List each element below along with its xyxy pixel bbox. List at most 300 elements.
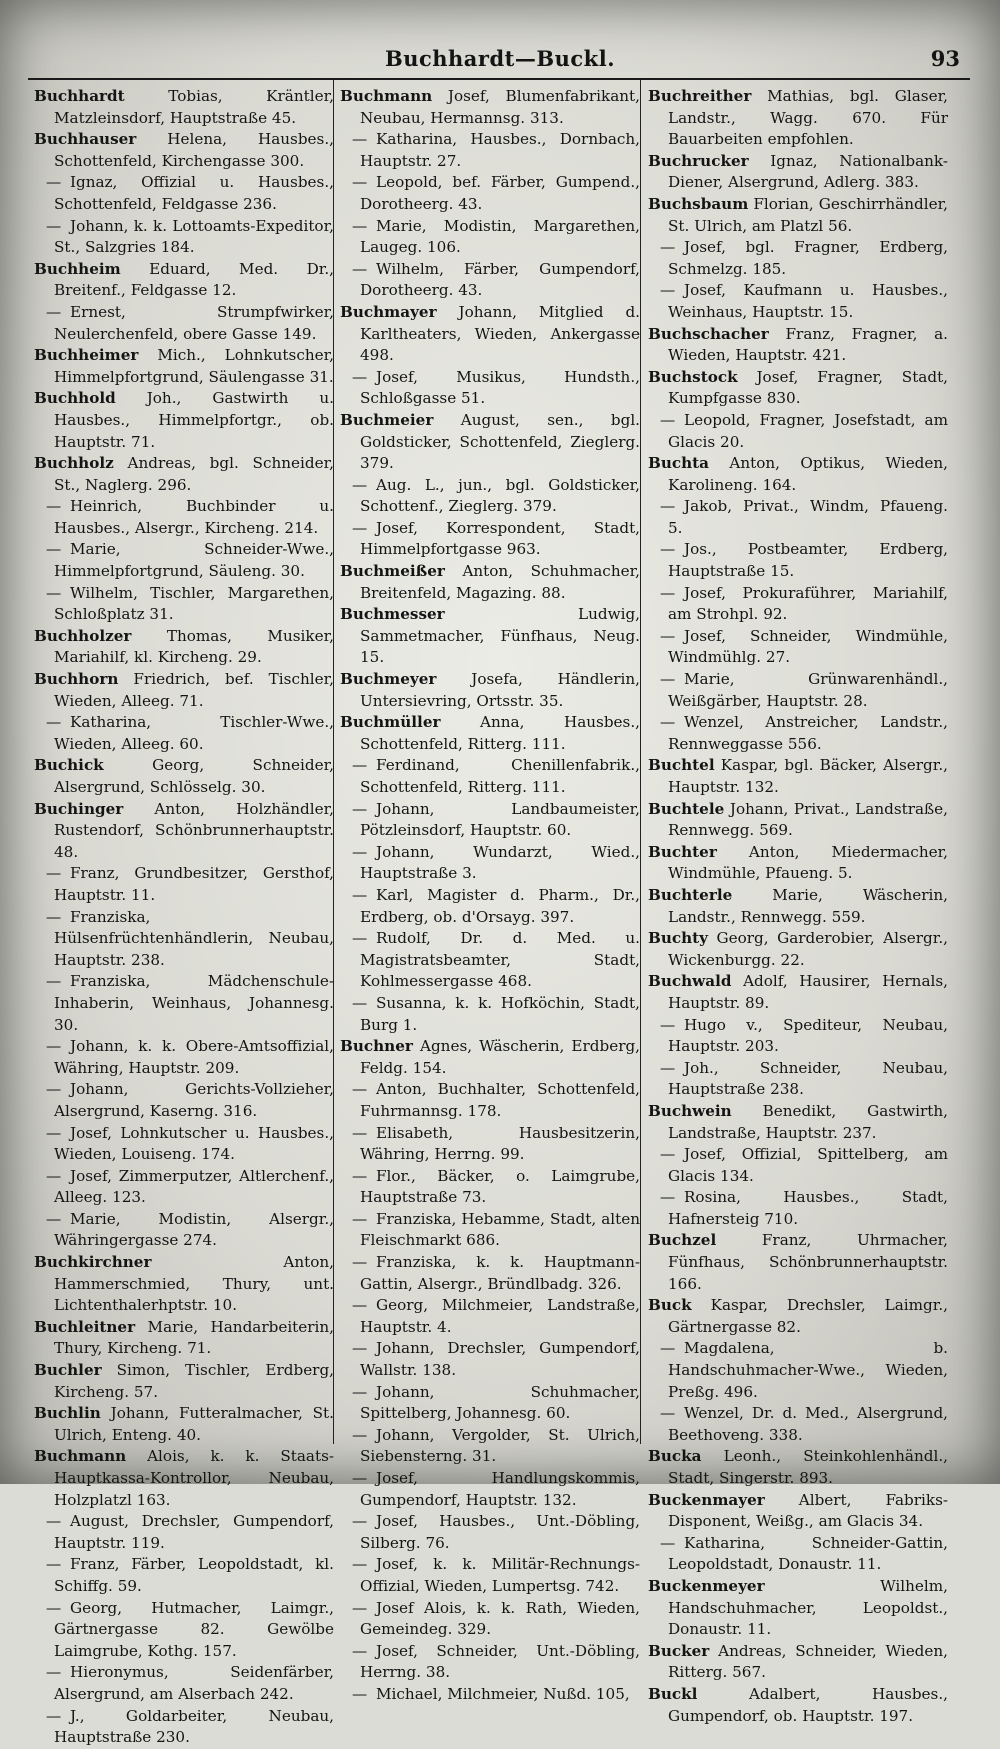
directory-entry <box>34 971 334 1036</box>
column-1 <box>34 86 334 1749</box>
ditto-dash: — <box>46 1037 62 1056</box>
entry-details: Heinrich, Buchbinder u. Hausbes., Alsergr., Kircheng. 214. <box>54 497 334 537</box>
entry-surname: Buchmesser <box>340 605 445 624</box>
entry-surname: Buchmeyer <box>340 670 437 689</box>
directory-entry <box>648 842 948 885</box>
directory-entry <box>340 993 640 1036</box>
directory-entry <box>34 1554 334 1597</box>
ditto-dash: — <box>46 1706 62 1725</box>
directory-entry <box>340 1338 640 1381</box>
column-divider-2 <box>640 80 641 1444</box>
entry-details: Johann, k. k. Obere-Amtsoffizial, Währing, Hauptstr. 209. <box>54 1037 334 1077</box>
directory-entry <box>648 1641 948 1684</box>
ditto-dash: — <box>46 713 62 732</box>
ditto-dash: — <box>660 1404 676 1423</box>
ditto-dash: — <box>660 626 676 645</box>
directory-entry <box>648 280 948 323</box>
directory-entry <box>340 799 640 842</box>
entry-details: Agnes, Wäscherin, Erdberg, Feldg. 154. <box>360 1037 641 1077</box>
directory-entry <box>340 669 640 712</box>
directory-entry <box>34 1706 334 1749</box>
entry-surname: Buchzel <box>648 1231 717 1250</box>
entry-surname: Bucka <box>648 1447 702 1466</box>
entry-details: Michael, Milchmeier, Nußd. 105, <box>376 1684 630 1703</box>
entry-details: Kaspar, Drechsler, Laimgr., Gärtnergasse 82. <box>668 1296 948 1336</box>
ditto-dash: — <box>352 1209 368 1228</box>
entry-details: Wenzel, Anstreicher, Landstr., Rennweggasse 556. <box>668 713 948 753</box>
entry-details: Johann, Vergolder, St. Ulrich, Siebensterng. 31. <box>360 1425 640 1466</box>
entry-details: Franziska, Hebamme, Stadt, alten Fleischmarkt 686. <box>360 1209 640 1250</box>
entry-details: Adolf, Hausirer, Hernals, Hauptstr. 89. <box>668 972 949 1012</box>
directory-entry <box>34 1360 334 1403</box>
directory-entry <box>648 1446 948 1489</box>
directory-entry <box>34 1166 334 1209</box>
ditto-dash: — <box>352 367 368 386</box>
directory-entry <box>340 1209 640 1252</box>
directory-entry <box>34 799 334 864</box>
directory-entry <box>648 1058 948 1101</box>
directory-entry <box>340 604 640 669</box>
entry-details: Simon, Tischler, Erdberg, Kircheng. 57. <box>54 1361 334 1401</box>
entry-surname: Buchick <box>34 756 104 775</box>
entry-details: Florian, Geschirrhändler, St. Ulrich, am Platzl 56. <box>668 194 948 235</box>
ditto-dash: — <box>660 713 676 732</box>
directory-entry <box>340 259 640 302</box>
directory-entry <box>340 86 640 129</box>
entry-details: Marie, Modistin, Margarethen, Laugeg. 106. <box>360 216 640 257</box>
ditto-dash: — <box>352 130 368 149</box>
directory-entry <box>648 1144 948 1187</box>
directory-entry <box>34 345 334 388</box>
entry-details: Johann, k. k. Lottoamts-Expeditor, St., Salzgries 184. <box>54 216 334 257</box>
ditto-dash: — <box>352 1080 368 1099</box>
entry-surname: Buchheim <box>34 259 121 278</box>
entry-details: Adalbert, Hausbes., Gumpendorf, ob. Hauptstr. 197. <box>668 1684 948 1725</box>
ditto-dash: — <box>46 972 62 991</box>
ditto-dash: — <box>46 1209 62 1228</box>
directory-entry <box>34 712 334 755</box>
entry-details: Anton, Holzhändler, Rustendorf, Schönbrunnerhauptstr. 48. <box>54 799 334 861</box>
entry-details: Josef, Schneider, Unt.-Döbling, Herrng. 38. <box>360 1641 640 1682</box>
entry-details: Andreas, Schneider, Wieden, Ritterg. 567. <box>668 1641 948 1682</box>
ditto-dash: — <box>46 1166 62 1185</box>
entry-details: Anton, Schuhmacher, Breitenfeld, Magazing. 88. <box>360 562 641 602</box>
entry-details: Josef, k. k. Militär-Rechnungs-Offizial, Wieden, Lumpertsg. 742. <box>360 1555 640 1595</box>
entry-surname: Buchwald <box>648 972 732 991</box>
ditto-dash: — <box>660 583 676 602</box>
directory-entry <box>340 475 640 518</box>
directory-entry <box>648 669 948 712</box>
ditto-dash: — <box>46 1123 62 1142</box>
entry-details: Joh., Gastwirth u. Hausbes., Himmelpfortgr., ob. Hauptstr. 71. <box>54 389 334 451</box>
directory-entry <box>648 712 948 755</box>
directory-entry <box>340 1036 640 1079</box>
entry-surname: Buchmeier <box>340 410 434 429</box>
entry-details: Wilhelm, Färber, Gumpendorf, Dorotheerg. 43. <box>360 259 640 300</box>
entry-details: Marie, Wäscherin, Landstr., Rennwegg. 559. <box>668 885 948 926</box>
entry-surname: Buchmüller <box>340 713 441 732</box>
entry-details: Franz, Färber, Leopoldstadt, kl. Schiffg. 59. <box>54 1555 334 1595</box>
entry-details: Josef Alois, k. k. Rath, Wieden, Gemeindeg. 329. <box>360 1598 640 1639</box>
ditto-dash: — <box>660 670 676 689</box>
entry-surname: Buchheimer <box>34 346 139 365</box>
directory-entry <box>648 410 948 453</box>
entry-details: Jakob, Privat., Windm, Pfaueng. 5. <box>668 497 948 537</box>
directory-entry <box>648 367 948 410</box>
entry-details: Leonh., Steinkohlenhändl., Stadt, Singerstr. 893. <box>668 1447 948 1487</box>
directory-entry <box>34 755 334 798</box>
directory-entry <box>648 86 948 151</box>
ditto-dash: — <box>352 799 368 818</box>
entry-details: Thomas, Musiker, Mariahilf, kl. Kircheng. 29. <box>54 626 334 667</box>
entry-details: Josef, Musikus, Hundsth., Schloßgasse 51. <box>360 367 640 408</box>
directory-entry <box>340 1598 640 1641</box>
entry-details: August, sen., bgl. Goldsticker, Schottenfeld, Zieglerg. 379. <box>360 410 641 473</box>
entry-details: Alois, k. k. Staats-Hauptkassa-Kontrollor, Neubau, Holzplatzl 163. <box>54 1447 335 1509</box>
directory-entry <box>34 453 334 496</box>
directory-entry <box>648 496 948 539</box>
entry-details: Karl, Magister d. Pharm., Dr., Erdberg, ob. d'Orsayg. 397. <box>360 885 640 926</box>
column-3 <box>648 86 948 1727</box>
entry-details: Benedikt, Gastwirth, Landstraße, Hauptstr. 237. <box>668 1101 949 1142</box>
ditto-dash: — <box>46 583 62 602</box>
directory-entry <box>34 1209 334 1252</box>
entry-surname: Buckl <box>648 1684 698 1703</box>
ditto-dash: — <box>352 842 368 861</box>
directory-entry <box>34 86 334 129</box>
ditto-dash: — <box>352 885 368 904</box>
page-number: 93 <box>930 46 960 71</box>
entry-details: Rosina, Hausbes., Stadt, Hafnersteig 710. <box>668 1188 948 1228</box>
entry-details: Hugo v., Spediteur, Neubau, Hauptstr. 203. <box>668 1015 948 1056</box>
ditto-dash: — <box>352 1166 368 1185</box>
directory-entry <box>648 1403 948 1446</box>
entry-surname: Buchmann <box>34 1447 127 1466</box>
ditto-dash: — <box>660 1339 676 1358</box>
directory-entry <box>648 1490 948 1533</box>
ditto-dash: — <box>352 1382 368 1401</box>
entry-surname: Buchty <box>648 929 709 948</box>
entry-details: Anton, Hammerschmied, Thury, unt. Lichtenthalerhptstr. 10. <box>54 1253 334 1315</box>
ditto-dash: — <box>46 216 62 235</box>
entry-surname: Bucker <box>648 1641 710 1660</box>
entry-details: Elisabeth, Hausbesitzerin, Währing, Herrng. 99. <box>360 1123 640 1164</box>
entry-surname: Buchholz <box>34 454 114 473</box>
entry-details: Johann, Schuhmacher, Spittelberg, Johannesg. 60. <box>360 1382 640 1423</box>
entry-details: Jos., Postbeamter, Erdberg, Hauptstraße 15. <box>668 540 948 581</box>
entry-surname: Buchmann <box>340 87 433 105</box>
entry-details: Magdalena, b. Handschuhmacher-Wwe., Wieden, Preßg. 496. <box>668 1339 948 1401</box>
ditto-dash: — <box>352 929 368 948</box>
entry-details: Georg, Milchmeier, Landstraße, Hauptstr. 4. <box>360 1296 640 1336</box>
directory-entry <box>34 907 334 972</box>
entry-surname: Buchleitner <box>34 1317 136 1336</box>
directory-entry <box>648 799 948 842</box>
directory-entry <box>648 1230 948 1295</box>
entry-details: Josef, Handlungskommis, Gumpendorf, Hauptstr. 132. <box>360 1469 640 1509</box>
entry-details: Marie, Modistin, Alsergr., Währingergasse 274. <box>54 1209 334 1250</box>
ditto-dash: — <box>660 281 676 300</box>
ditto-dash: — <box>660 1533 676 1552</box>
directory-entry <box>34 539 334 582</box>
entry-details: Leopold, Fragner, Josefstadt, am Glacis 20. <box>668 410 948 451</box>
ditto-dash: — <box>660 1145 676 1164</box>
entry-details: Wilhelm, Tischler, Margarethen, Schloßplatz 31. <box>54 583 334 624</box>
ditto-dash: — <box>352 1469 368 1487</box>
entry-surname: Buchlin <box>34 1404 101 1423</box>
entry-surname: Buchler <box>34 1361 102 1380</box>
entry-surname: Buchwein <box>648 1101 732 1120</box>
entry-details: Georg, Schneider, Alsergrund, Schlösselg. 30. <box>54 756 334 796</box>
entry-surname: Buchhardt <box>34 87 125 105</box>
directory-entry <box>340 885 640 928</box>
column-2 <box>340 86 640 1706</box>
entry-details: Johann, Gerichts-Vollzieher, Alsergrund, Kaserng. 316. <box>54 1080 334 1120</box>
entry-surname: Buchhauser <box>34 130 137 149</box>
ditto-dash: — <box>352 518 368 537</box>
directory-entry <box>340 842 640 885</box>
ditto-dash: — <box>352 993 368 1012</box>
directory-entry <box>34 1403 334 1446</box>
entry-surname: Buchta <box>648 454 710 473</box>
entry-details: Josef, Prokuraführer, Mariahilf, am Strohpl. 92. <box>668 583 948 624</box>
directory-entry <box>648 151 948 194</box>
ditto-dash: — <box>660 238 676 257</box>
entry-surname: Buchtel <box>648 756 715 775</box>
ditto-dash: — <box>660 410 676 429</box>
directory-entry <box>648 1187 948 1230</box>
ditto-dash: — <box>352 1512 368 1531</box>
header-rule <box>28 78 970 80</box>
entry-details: Katharina, Tischler-Wwe., Wieden, Alleeg. 60. <box>54 713 334 753</box>
directory-entry <box>340 1166 640 1209</box>
ditto-dash: — <box>46 1663 62 1682</box>
ditto-dash: — <box>46 302 62 321</box>
directory-entry <box>340 518 640 561</box>
ditto-dash: — <box>46 1598 62 1617</box>
entry-details: Anton, Optikus, Wieden, Karolineng. 164. <box>668 454 948 494</box>
entry-details: Katharina, Schneider-Gattin, Leopoldstadt, Donaustr. 11. <box>668 1533 948 1574</box>
directory-entry <box>34 259 334 302</box>
entry-details: Albert, Fabriks-Disponent, Weißg., am Glacis 34. <box>668 1490 948 1531</box>
entry-details: Joh., Schneider, Neubau, Hauptstraße 238. <box>668 1058 948 1099</box>
entry-surname: Buchrucker <box>648 151 749 170</box>
directory-entry <box>648 539 948 582</box>
directory-entry <box>340 172 640 215</box>
entry-surname: Buchkirchner <box>34 1253 152 1272</box>
ditto-dash: — <box>46 1512 62 1531</box>
directory-entry <box>34 669 334 712</box>
ditto-dash: — <box>352 1641 368 1660</box>
entry-details: Josef, Kaufmann u. Hausbes., Weinhaus, Hauptstr. 15. <box>668 281 948 321</box>
entry-details: Rudolf, Dr. d. Med. u. Magistratsbeamter, Stadt, Kohlmessergasse 468. <box>360 929 640 991</box>
entry-surname: Buchholzer <box>34 626 132 645</box>
directory-entry <box>34 496 334 539</box>
directory-entry <box>34 626 334 669</box>
entry-details: Franz, Fragner, a. Wieden, Hauptstr. 421. <box>668 324 949 365</box>
entry-surname: Buckenmayer <box>648 1490 765 1509</box>
entry-details: Josef, Zimmerputzer, Altlerchenf., Alleeg. 123. <box>54 1166 334 1207</box>
entry-details: Franz, Uhrmacher, Fünfhaus, Schönbrunnerhauptstr. 166. <box>668 1231 948 1293</box>
ditto-dash: — <box>352 475 368 494</box>
directory-entry <box>34 388 334 453</box>
directory-entry <box>340 302 640 367</box>
ditto-dash: — <box>352 756 368 775</box>
directory-entry <box>648 626 948 669</box>
entry-details: Friedrich, bef. Tischler, Wieden, Alleeg. 71. <box>54 670 335 710</box>
entry-surname: Buchmeißer <box>340 562 445 581</box>
directory-entry <box>34 1036 334 1079</box>
entry-details: August, Drechsler, Gumpendorf, Hauptstr. 119. <box>54 1512 334 1552</box>
ditto-dash: — <box>352 1684 368 1703</box>
entry-details: Wenzel, Dr. d. Med., Alsergrund, Beethoveng. 338. <box>668 1404 948 1444</box>
directory-entry <box>34 302 334 345</box>
directory-entry <box>648 1338 948 1403</box>
entry-details: Josef, bgl. Fragner, Erdberg, Schmelzg. 185. <box>668 238 948 278</box>
entry-details: Marie, Schneider-Wwe., Himmelpfortgrund, Säuleng. 30. <box>54 540 334 581</box>
directory-entry <box>34 1662 334 1705</box>
entry-surname: Buchschacher <box>648 324 769 343</box>
directory-entry <box>648 1533 948 1576</box>
ditto-dash: — <box>352 1123 368 1142</box>
directory-entry <box>340 1295 640 1338</box>
entry-details: Franziska, Hülsenfrüchtenhändlerin, Neubau, Hauptstr. 238. <box>54 907 334 969</box>
ditto-dash: — <box>352 216 368 235</box>
entry-details: Anton, Miedermacher, Windmühle, Pfaueng. 5. <box>668 842 949 883</box>
entry-details: Georg, Hutmacher, Laimgr., Gärtnergasse 82. Gewölbe Laimgrube, Kothg. 157. <box>54 1598 334 1660</box>
ditto-dash: — <box>352 1296 368 1315</box>
directory-entry <box>648 583 948 626</box>
directory-entry <box>340 129 640 172</box>
entry-details: Josef, Schneider, Windmühle, Windmühlg. 27. <box>668 626 948 667</box>
entry-details: Josef, Korrespondent, Stadt, Himmelpfortgasse 963. <box>360 518 640 559</box>
entry-details: Ernest, Strumpfwirker, Neulerchenfeld, obere Gasse 149. <box>54 302 334 343</box>
entry-details: Wilhelm, Handschuhmacher, Leopoldst., Donaustr. 11. <box>668 1576 948 1639</box>
entry-details: Franz, Grundbesitzer, Gersthof, Hauptstr. 11. <box>54 864 334 904</box>
entry-details: Ludwig, Sammetmacher, Fünfhaus, Neug. 15. <box>360 605 640 667</box>
directory-entry <box>648 453 948 496</box>
directory-entry <box>648 755 948 798</box>
ditto-dash: — <box>352 259 368 278</box>
directory-entry <box>340 1684 640 1706</box>
directory-entry <box>340 367 640 410</box>
running-title: Buchhardt—Buckl. <box>384 46 616 71</box>
directory-entry <box>34 1123 334 1166</box>
directory-entry <box>34 172 334 215</box>
entry-details: Anna, Hausbes., Schottenfeld, Ritterg. 111. <box>360 713 640 753</box>
entry-details: Susanna, k. k. Hofköchin, Stadt, Burg 1. <box>360 993 640 1034</box>
directory-entry <box>648 1101 948 1144</box>
ditto-dash: — <box>46 173 62 192</box>
entry-details: Mathias, bgl. Glaser, Landstr., Wagg. 670. Für Bauarbeiten empfohlen. <box>668 87 949 149</box>
entry-details: Kaspar, bgl. Bäcker, Alsergr., Hauptstr. 132. <box>668 756 948 796</box>
entry-details: Leopold, bef. Färber, Gumpend., Dorotheerg. 43. <box>360 173 640 213</box>
directory-entry <box>34 1598 334 1663</box>
directory-entry <box>34 129 334 172</box>
entry-details: Johann, Drechsler, Gumpendorf, Wallstr. 138. <box>360 1339 640 1380</box>
directory-entry <box>648 194 948 237</box>
directory-entry <box>34 583 334 626</box>
directory-entry <box>648 928 948 971</box>
entry-details: Ignaz, Nationalbank-Diener, Alsergrund, Adlerg. 383. <box>668 151 948 192</box>
entry-details: Franziska, k. k. Hauptmann-Gattin, Alsergr., Bründlbadg. 326. <box>360 1253 640 1293</box>
directory-entry <box>34 1079 334 1122</box>
directory-entry <box>340 1554 640 1597</box>
ditto-dash: — <box>46 864 62 883</box>
entry-details: Josefa, Händlerin, Untersievring, Ortsstr. 35. <box>360 670 640 710</box>
entry-details: Marie, Grünwarenhändl., Weißgärber, Hauptstr. 28. <box>668 670 948 710</box>
entry-surname: Buchstock <box>648 367 738 386</box>
directory-entry <box>648 971 948 1014</box>
entry-details: Johann, Privat., Landstraße, Rennwegg. 569. <box>668 799 948 840</box>
ditto-dash: — <box>660 1058 676 1077</box>
entry-details: Helena, Hausbes., Schottenfeld, Kirchengasse 300. <box>54 130 334 170</box>
ditto-dash: — <box>46 1555 62 1574</box>
entry-surname: Buchsbaum <box>648 194 749 213</box>
directory-entry <box>34 1511 334 1554</box>
entry-details: Josef, Blumenfabrikant, Neubau, Hermannsg. 313. <box>360 87 640 127</box>
directory-entry <box>340 561 640 604</box>
directory-entry <box>340 1641 640 1684</box>
entry-details: Johann, Wundarzt, Wied., Hauptstraße 3. <box>360 842 640 883</box>
entry-details: Johann, Landbaumeister, Pötzleinsdorf, Hauptstr. 60. <box>360 799 640 840</box>
entry-details: Josef, Offizial, Spittelberg, am Glacis 134. <box>668 1145 948 1185</box>
directory-entry <box>340 1425 640 1468</box>
entry-details: Franziska, Mädchenschule-Inhaberin, Weinhaus, Johannesg. 30. <box>54 972 334 1034</box>
directory-entry <box>34 1252 334 1317</box>
entry-details: Josef, Lohnkutscher u. Hausbes., Wieden, Louiseng. 174. <box>54 1123 334 1164</box>
entry-details: Aug. L., jun., bgl. Goldsticker, Schottenf., Zieglerg. 379. <box>360 475 640 516</box>
page-header <box>0 46 1000 80</box>
entry-details: Hieronymus, Seidenfärber, Alsergrund, am Alserbach 242. <box>54 1663 334 1703</box>
ditto-dash: — <box>352 173 368 192</box>
directory-entry <box>340 1123 640 1166</box>
directory-entry <box>340 712 640 755</box>
directory-entry <box>648 1295 948 1338</box>
directory-entry <box>340 216 640 259</box>
entry-details: Johann, Mitglied d. Karltheaters, Wieden, Ankergasse 498. <box>360 302 640 365</box>
entry-surname: Buchhorn <box>34 670 119 689</box>
directory-entry <box>648 885 948 928</box>
ditto-dash: — <box>660 497 676 516</box>
entry-surname: Buchner <box>340 1037 413 1056</box>
directory-entry <box>34 216 334 259</box>
entry-surname: Buchreither <box>648 87 752 105</box>
ditto-dash: — <box>46 497 62 516</box>
directory-entry <box>340 1468 640 1511</box>
directory-entry <box>340 1252 640 1295</box>
entry-surname: Buchinger <box>34 799 124 818</box>
entry-surname: Buckenmeyer <box>648 1576 765 1595</box>
entry-details: J., Goldarbeiter, Neubau, Hauptstraße 230. <box>54 1706 334 1747</box>
entry-details: Anton, Buchhalter, Schottenfeld, Fuhrmannsg. 178. <box>360 1080 640 1120</box>
entry-surname: Buchhold <box>34 389 116 408</box>
entry-details: Flor., Bäcker, o. Laimgrube, Hauptstraße 73. <box>360 1166 640 1207</box>
entry-details: Georg, Garderobier, Alsergr., Wickenburgg. 22. <box>668 929 949 969</box>
directory-entry <box>34 1446 334 1511</box>
ditto-dash: — <box>352 1598 368 1617</box>
entry-details: Mich., Lohnkutscher, Himmelpfortgrund, Säulengasse 31. <box>54 346 335 386</box>
entry-details: Johann, Futteralmacher, St. Ulrich, Enteng. 40. <box>54 1404 334 1444</box>
ditto-dash: — <box>352 1555 368 1574</box>
ditto-dash: — <box>46 907 62 926</box>
entry-surname: Buchmayer <box>340 302 437 321</box>
entry-details: Marie, Handarbeiterin, Thury, Kircheng. 71. <box>54 1317 335 1358</box>
directory-entry <box>340 410 640 475</box>
ditto-dash: — <box>46 540 62 559</box>
directory-entry <box>648 1576 948 1641</box>
directory-entry <box>340 755 640 798</box>
